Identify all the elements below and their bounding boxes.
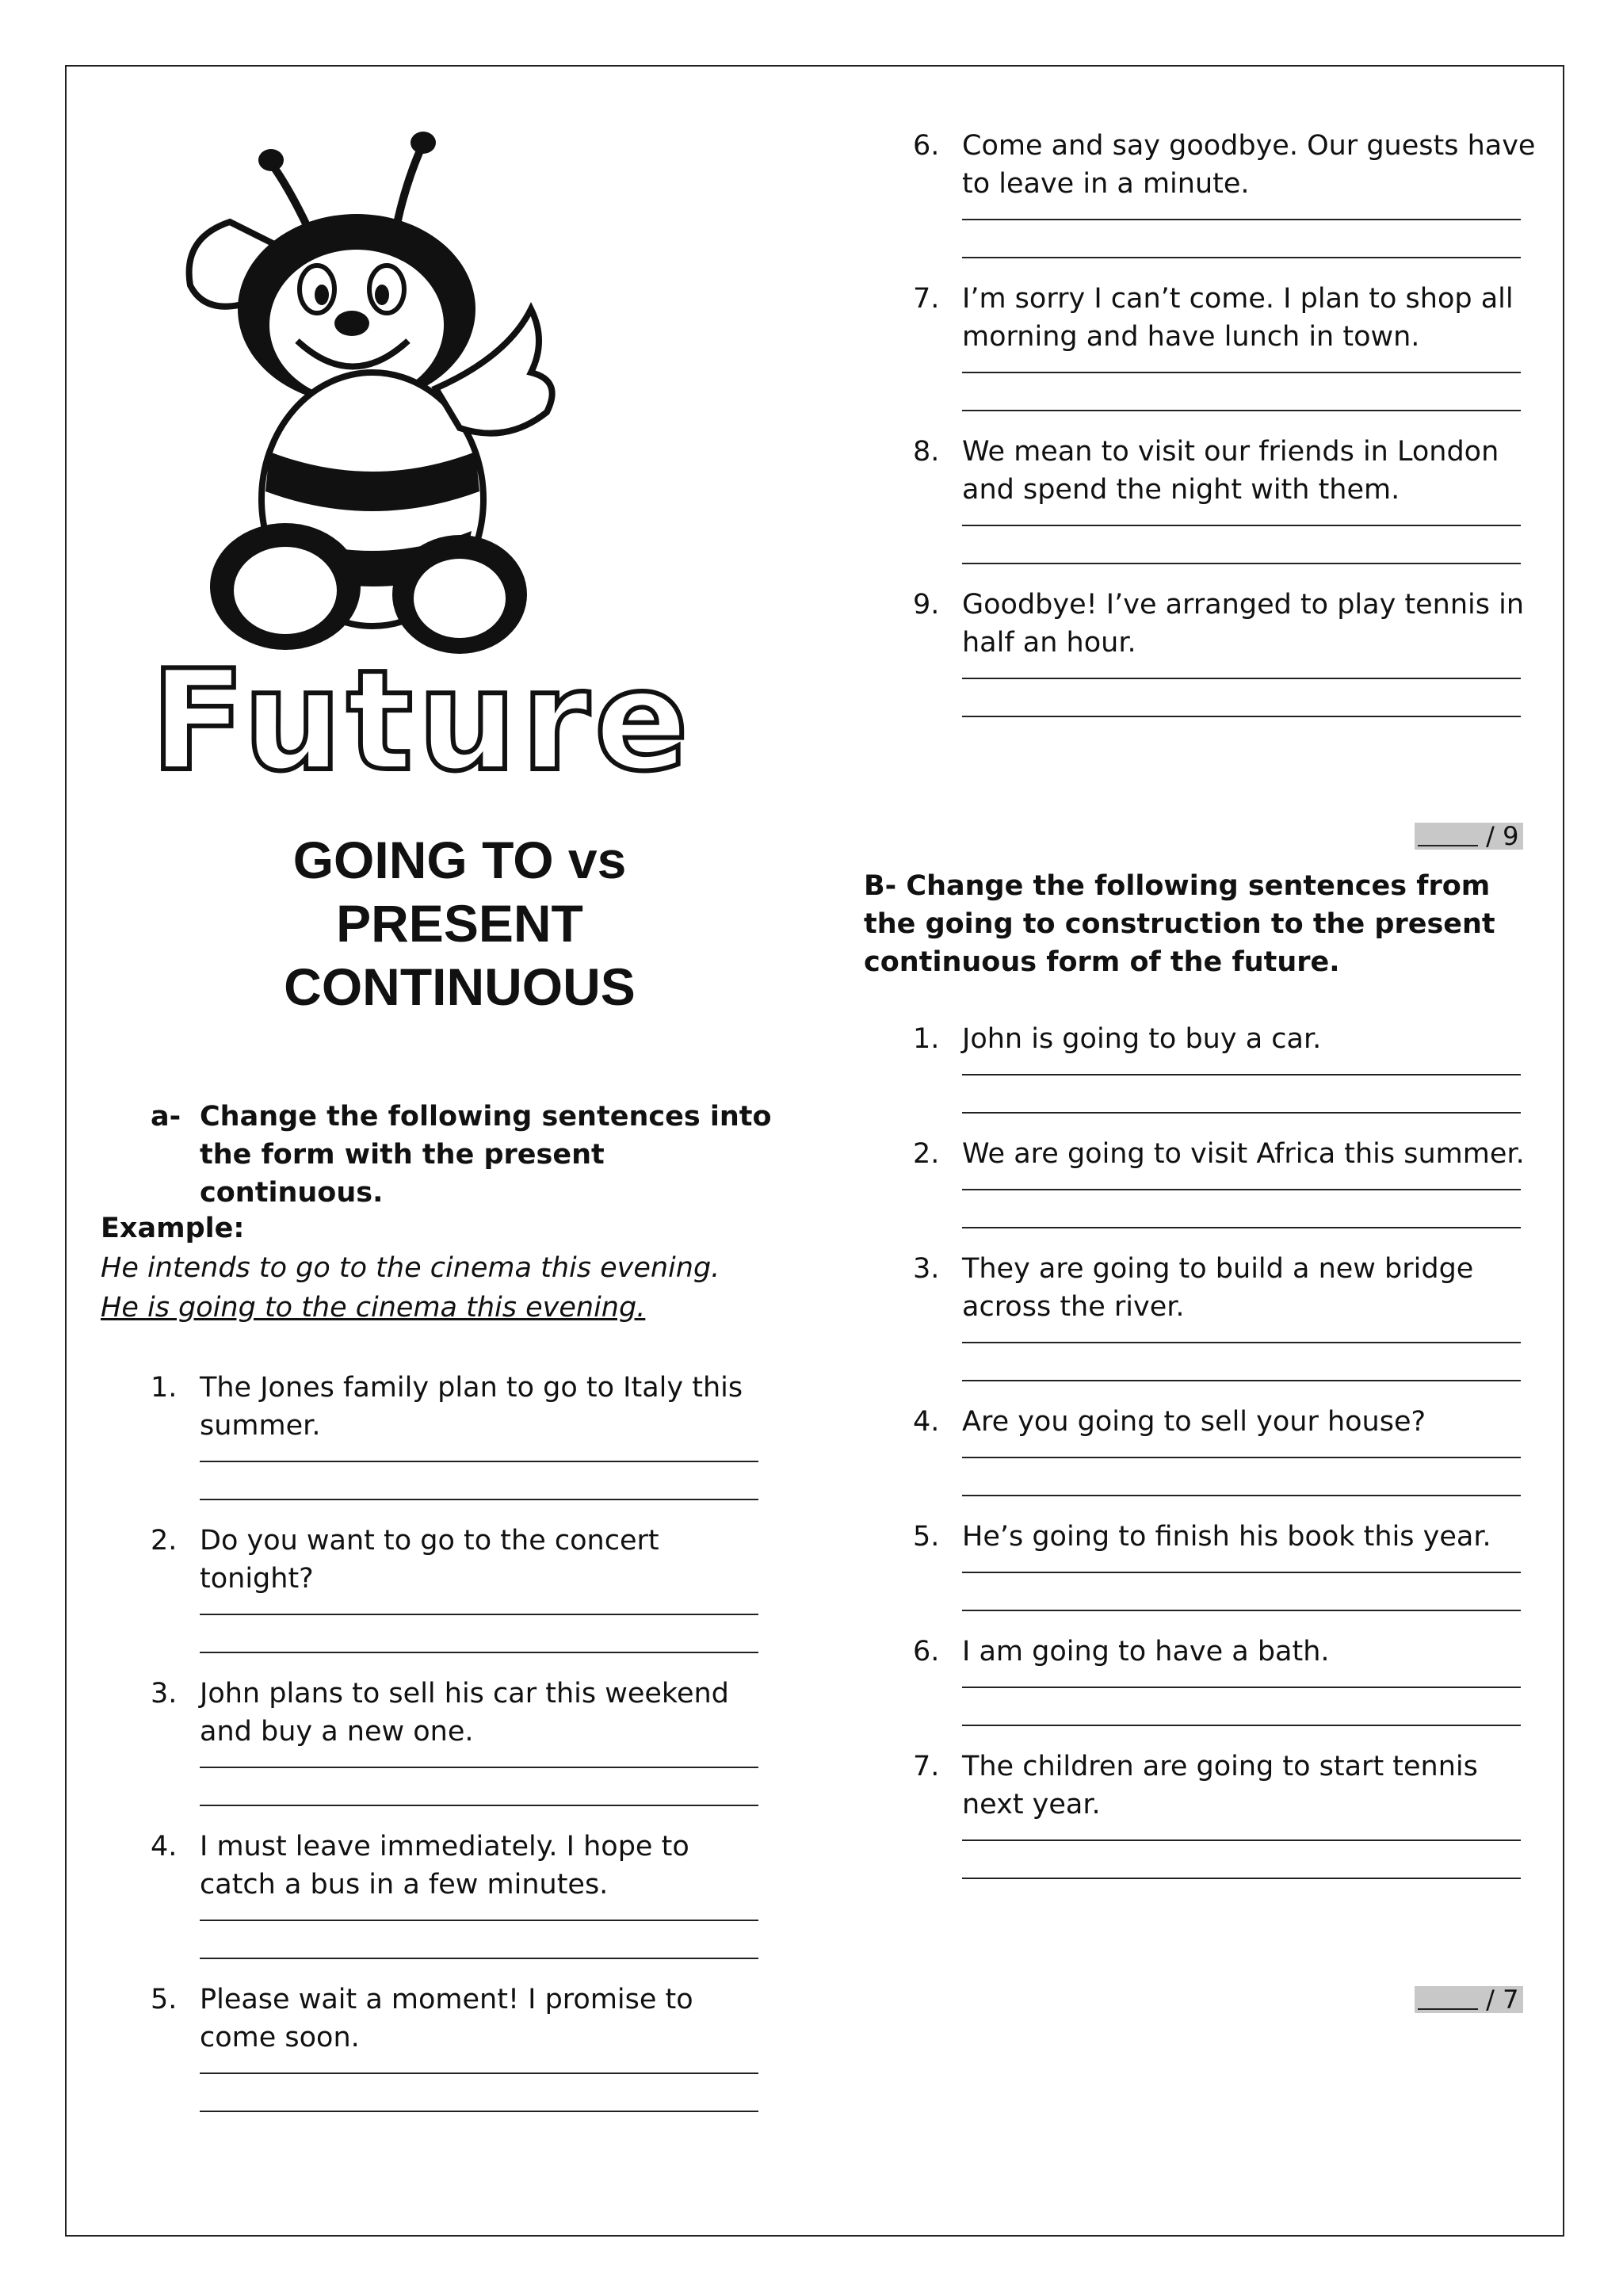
example-answer: He is going to the cinema this evening. (101, 1292, 646, 1324)
answer-line[interactable] (962, 678, 1521, 679)
section-b-instruction (864, 867, 1561, 981)
item-text-line: across the river. (962, 1291, 1185, 1323)
item-text-line: He’s going to finish his book this year. (962, 1521, 1491, 1553)
answer-line[interactable] (962, 1572, 1521, 1573)
item-text-line: The children are going to start tennis (962, 1751, 1478, 1782)
item-number: 1. (913, 1023, 940, 1055)
score-box-b (1415, 1986, 1523, 2013)
score-total: / 9 (1486, 821, 1519, 851)
subtitle-line: GOING TO vs (292, 831, 627, 889)
item-text-line: Come and say goodbye. Our guests have (962, 130, 1536, 162)
answer-line[interactable] (962, 1457, 1521, 1458)
bee-mascot-illustration (135, 119, 658, 674)
item-text-line: next year. (962, 1789, 1101, 1820)
answer-line[interactable] (962, 1725, 1521, 1726)
item-number: 2. (913, 1138, 940, 1170)
item-number: 5. (913, 1521, 940, 1553)
item-number: 4. (151, 1831, 178, 1862)
worksheet-subtitle (158, 828, 761, 1018)
score-blank[interactable] (1418, 823, 1478, 846)
score-total: / 7 (1486, 1985, 1519, 2015)
item-number: 5. (151, 1984, 178, 2015)
answer-line[interactable] (200, 1499, 758, 1500)
item-text-line: tonight? (200, 1563, 314, 1595)
answer-line[interactable] (200, 1652, 758, 1653)
answer-line[interactable] (962, 1495, 1521, 1496)
future-title-art (143, 650, 777, 793)
item-text-line: morning and have lunch in town. (962, 321, 1420, 353)
answer-line[interactable] (962, 716, 1521, 717)
item-text-line: We mean to visit our friends in London (962, 436, 1499, 468)
answer-line[interactable] (962, 1839, 1521, 1841)
answer-line[interactable] (200, 1767, 758, 1768)
instruction-line: B- Change the following sentences from (864, 870, 1491, 902)
answer-line[interactable] (200, 1805, 758, 1806)
item-text-line: Are you going to sell your house? (962, 1406, 1426, 1438)
item-text-line: Do you want to go to the concert (200, 1525, 659, 1557)
answer-line[interactable] (962, 410, 1521, 411)
item-text-line: summer. (200, 1410, 321, 1442)
item-number: 3. (913, 1253, 940, 1285)
item-text-line: John plans to sell his car this weekend (200, 1678, 729, 1710)
answer-line[interactable] (200, 1920, 758, 1921)
item-text-line: I am going to have a bath. (962, 1636, 1330, 1668)
answer-line[interactable] (962, 1380, 1521, 1381)
item-number: 6. (913, 1636, 940, 1668)
item-text-line: We are going to visit Africa this summer. (962, 1138, 1525, 1170)
section-a-instruction (151, 1098, 785, 1212)
item-number: 9. (913, 589, 940, 621)
item-number: 7. (913, 283, 940, 315)
item-number: 4. (913, 1406, 940, 1438)
item-number: 2. (151, 1525, 178, 1557)
answer-line[interactable] (962, 1074, 1521, 1075)
answer-line[interactable] (962, 1227, 1521, 1228)
answer-line[interactable] (200, 1461, 758, 1462)
item-number: 6. (913, 130, 940, 162)
answer-line[interactable] (200, 1958, 758, 1959)
item-text-line: I’m sorry I can’t come. I plan to shop all (962, 283, 1514, 315)
answer-line[interactable] (962, 1342, 1521, 1343)
item-text-line: They are going to build a new bridge (962, 1253, 1474, 1285)
instruction-line: the form with the present (200, 1139, 605, 1171)
item-text-line: Please wait a moment! I promise to (200, 1984, 693, 2015)
item-number: 1. (151, 1372, 178, 1404)
item-number: 7. (913, 1751, 940, 1782)
answer-line[interactable] (200, 2073, 758, 2074)
svg-text:Future: Future (151, 650, 693, 793)
item-text-line: half an hour. (962, 627, 1136, 659)
answer-line[interactable] (962, 1189, 1521, 1190)
item-text-line: and buy a new one. (200, 1716, 474, 1748)
answer-line[interactable] (962, 372, 1521, 373)
item-text-line: to leave in a minute. (962, 168, 1250, 200)
answer-line[interactable] (200, 2111, 758, 2112)
item-text-line: come soon. (200, 2022, 360, 2053)
section-a-letter: a- (151, 1101, 181, 1133)
score-blank[interactable] (1418, 1986, 1478, 2010)
item-text-line: I must leave immediately. I hope to (200, 1831, 689, 1862)
answer-line[interactable] (962, 1878, 1521, 1879)
answer-line[interactable] (962, 525, 1521, 526)
item-text-line: The Jones family plan to go to Italy this (200, 1372, 743, 1404)
item-text-line: Goodbye! I’ve arranged to play tennis in (962, 589, 1525, 621)
answer-line[interactable] (200, 1614, 758, 1615)
instruction-line: continuous. (200, 1177, 384, 1209)
item-number: 8. (913, 436, 940, 468)
answer-line[interactable] (962, 1610, 1521, 1611)
answer-line[interactable] (962, 1112, 1521, 1114)
answer-line[interactable] (962, 257, 1521, 258)
item-number: 3. (151, 1678, 178, 1710)
example-sentence: He intends to go to the cinema this evening. (101, 1252, 720, 1284)
item-text-line: John is going to buy a car. (962, 1023, 1322, 1055)
instruction-line: continuous form of the future. (864, 946, 1340, 978)
item-text-line: catch a bus in a few minutes. (200, 1869, 609, 1901)
subtitle-line: CONTINUOUS (284, 957, 636, 1016)
instruction-line: Change the following sentences into (200, 1101, 772, 1133)
answer-line[interactable] (962, 563, 1521, 564)
answer-line[interactable] (962, 219, 1521, 220)
subtitle-line: PRESENT (336, 894, 583, 953)
instruction-line: the going to construction to the present (864, 908, 1495, 940)
item-text-line: and spend the night with them. (962, 474, 1400, 506)
example-label: Example: (101, 1213, 245, 1244)
score-box-a (1415, 823, 1523, 850)
answer-line[interactable] (962, 1687, 1521, 1688)
